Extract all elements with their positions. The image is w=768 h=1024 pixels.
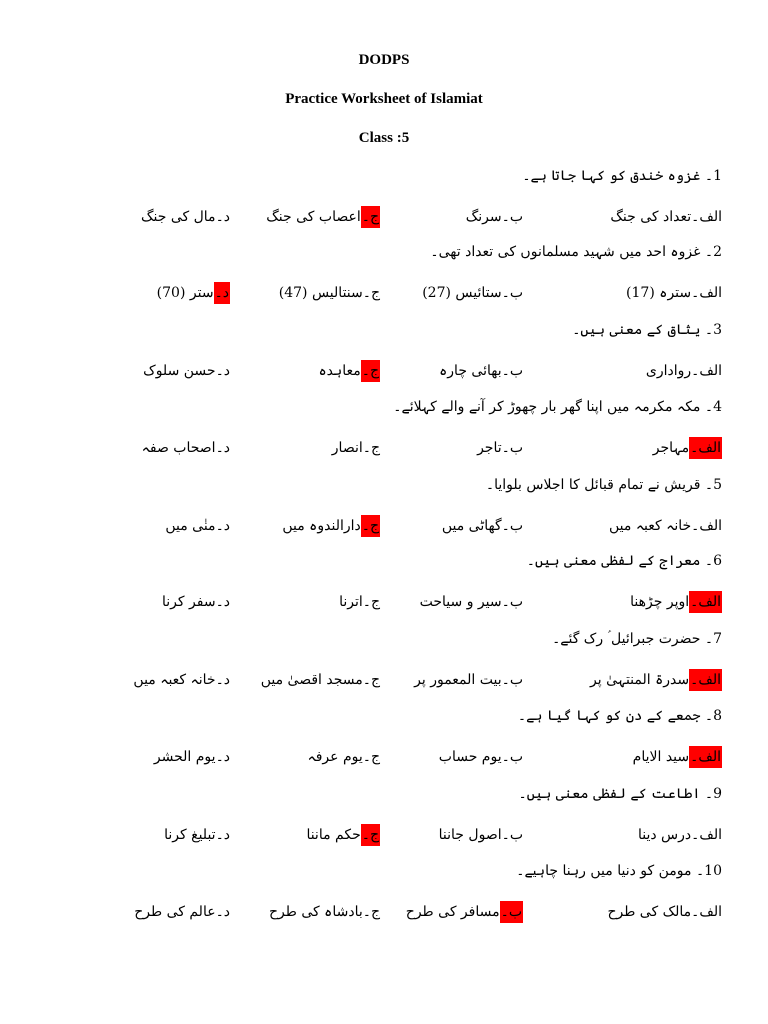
option-prefix: د۔: [215, 518, 230, 534]
question-1-text: 1۔ غزوہ خندق کو کہا جاتا ہے۔: [522, 168, 722, 184]
option-prefix: الف۔: [691, 285, 722, 301]
option-text: سفر کرنا: [162, 594, 216, 610]
option-bay: [439, 359, 523, 383]
option-bay: [477, 436, 523, 460]
option-alif: [646, 359, 722, 383]
option-text: مسجد اقصیٰ میں: [260, 672, 363, 688]
worksheet-title: Practice Worksheet of Islamiat: [285, 91, 483, 107]
option-text: اوپر چڑھنا: [630, 594, 690, 610]
option-prefix: ب۔: [501, 518, 523, 534]
option-alif: [626, 281, 722, 305]
option-jeem: [279, 281, 380, 305]
option-text: درس دینا: [637, 827, 692, 843]
option-text: اترنا: [339, 594, 363, 610]
option-jeem: [308, 745, 380, 769]
option-prefix: ج۔: [361, 360, 380, 382]
option-jeem: [282, 514, 380, 538]
option-daal: [157, 281, 230, 305]
option-daal: [142, 436, 230, 460]
option-text: مالک کی طرح: [607, 904, 692, 920]
question-4-options: [0, 436, 768, 460]
option-prefix: الف۔: [689, 437, 722, 459]
option-text: منٰی میں: [165, 518, 216, 534]
option-daal: [134, 900, 230, 924]
option-text: ستائیس (27): [422, 285, 502, 301]
option-text: خانہ کعبہ میں: [133, 672, 216, 688]
option-text: سترہ (17): [626, 285, 692, 301]
option-daal: [154, 745, 230, 769]
option-text: ستر (70): [156, 285, 214, 301]
option-alif: [638, 823, 722, 847]
option-text: سیر و سیاحت: [419, 594, 502, 610]
option-text: دارالندوہ میں: [282, 518, 361, 534]
option-prefix: الف۔: [691, 209, 722, 225]
option-daal: [133, 668, 230, 692]
option-daal: [143, 359, 230, 383]
question-7-text: 7۔ حضرت جبرائیل ؑ رک گئے۔: [552, 631, 722, 647]
option-text: بیت المعمور پر: [414, 672, 502, 688]
option-bay: [422, 281, 523, 305]
question-4-text: 4۔ مکہ مکرمہ میں اپنا گھر بار چھوڑ کر آنے والے کہلائے۔: [393, 399, 722, 415]
question-1-options: [0, 205, 768, 229]
option-prefix: د۔: [215, 827, 230, 843]
option-bay: [466, 205, 523, 229]
option-prefix: الف۔: [689, 746, 722, 768]
option-text: یوم عرفہ: [307, 749, 363, 765]
option-text: بھائی چارہ: [439, 363, 502, 379]
option-text: تبلیغ کرنا: [164, 827, 216, 843]
option-alif: [590, 668, 722, 692]
option-jeem: [261, 668, 380, 692]
question-10-text: 10۔ مومن کو دنیا میں رہنا چاہیے۔: [516, 863, 722, 879]
option-bay: [442, 514, 523, 538]
question-8-text: 8۔ جمعے کے دن کو کہا گیا ہے۔: [517, 708, 722, 724]
question-6-text: 6۔ معراج کے لفظی معنی ہیں۔: [526, 553, 722, 569]
option-text: بادشاہ کی طرح: [269, 904, 363, 920]
option-prefix: ج۔: [362, 285, 380, 301]
option-text: معاہدہ: [318, 363, 361, 379]
option-text: مسافر کی طرح: [405, 904, 500, 920]
option-prefix: الف۔: [691, 827, 722, 843]
option-prefix: ج۔: [361, 824, 380, 846]
option-prefix: ج۔: [361, 206, 380, 228]
option-text: مہاجر: [652, 440, 690, 456]
option-text: انصار: [331, 440, 363, 456]
question-2-options: [0, 281, 768, 305]
option-bay: [406, 900, 523, 924]
option-text: تعداد کی جنگ: [610, 209, 692, 225]
question-6-options: [0, 590, 768, 614]
option-text: گھاٹی میں: [441, 518, 502, 534]
question-3-text: 3۔ یثاق کے معنی ہیں۔: [572, 322, 722, 338]
question-7-options: [0, 668, 768, 692]
option-text: اعصاب کی جنگ: [266, 209, 361, 225]
option-text: حسن سلوک: [143, 363, 216, 379]
option-prefix: ب۔: [501, 209, 523, 225]
question-10-options: [0, 900, 768, 924]
option-prefix: د۔: [215, 440, 230, 456]
option-jeem: [269, 900, 380, 924]
option-alif: [609, 514, 722, 538]
option-alif: [610, 205, 722, 229]
option-prefix: ب۔: [501, 594, 523, 610]
option-text: مال کی جنگ: [140, 209, 216, 225]
option-prefix: د۔: [215, 904, 230, 920]
option-prefix: د۔: [215, 209, 230, 225]
option-bay: [439, 745, 523, 769]
option-prefix: ب۔: [501, 827, 523, 843]
option-prefix: د۔: [215, 363, 230, 379]
option-alif: [633, 745, 722, 769]
class-label: Class :5: [358, 130, 410, 146]
option-prefix: د۔: [215, 672, 230, 688]
option-alif: [630, 590, 722, 614]
option-text: اصحاب صفہ: [141, 440, 216, 456]
option-alif: [607, 900, 722, 924]
option-text: سنتالیس (47): [278, 285, 363, 301]
option-text: عالم کی طرح: [134, 904, 216, 920]
option-daal: [141, 205, 230, 229]
option-prefix: ج۔: [362, 749, 380, 765]
option-prefix: ب۔: [501, 285, 523, 301]
option-prefix: د۔: [215, 594, 230, 610]
option-text: تاجر: [477, 440, 502, 456]
option-prefix: ج۔: [362, 672, 380, 688]
option-prefix: الف۔: [689, 669, 722, 691]
option-prefix: د۔: [215, 749, 230, 765]
option-text: حکم ماننا: [306, 827, 361, 843]
question-3-options: [0, 359, 768, 383]
option-prefix: ج۔: [362, 440, 380, 456]
option-daal: [162, 590, 230, 614]
option-prefix: الف۔: [691, 518, 722, 534]
option-prefix: ب۔: [501, 440, 523, 456]
option-text: یوم حساب: [438, 749, 502, 765]
option-prefix: ج۔: [361, 515, 380, 537]
option-prefix: ب۔: [501, 749, 523, 765]
option-prefix: الف۔: [691, 904, 722, 920]
option-prefix: ج۔: [362, 904, 380, 920]
question-9-text: 9۔ اطاعت کے لفظی معنی ہیں۔: [518, 786, 722, 802]
option-prefix: د۔: [214, 282, 230, 304]
option-prefix: ب۔: [500, 901, 523, 923]
option-jeem: [306, 823, 380, 847]
option-text: سدرۃ المنتہیٰ پر: [590, 672, 690, 688]
option-text: خانہ کعبہ میں: [608, 518, 692, 534]
school-name: DODPS: [358, 52, 410, 68]
option-prefix: ب۔: [501, 363, 523, 379]
option-bay: [414, 668, 523, 692]
option-text: رواداری: [645, 363, 692, 379]
option-text: یوم الحشر: [153, 749, 216, 765]
question-8-options: [0, 745, 768, 769]
option-daal: [165, 514, 230, 538]
question-2-text: 2۔ غزوہ احد میں شہید مسلمانوں کی تعداد تھی۔: [430, 244, 722, 260]
option-prefix: الف۔: [691, 363, 722, 379]
option-text: سرنگ: [465, 209, 502, 225]
option-prefix: ب۔: [501, 672, 523, 688]
option-jeem: [332, 436, 380, 460]
question-9-options: [0, 823, 768, 847]
question-5-text: 5۔ قریش نے تمام قبائل کا اجلاس بلوایا۔: [485, 477, 722, 493]
option-daal: [164, 823, 230, 847]
option-bay: [420, 590, 523, 614]
question-5-options: [0, 514, 768, 538]
option-prefix: الف۔: [689, 591, 722, 613]
option-text: اصول جاننا: [438, 827, 502, 843]
option-prefix: ج۔: [362, 594, 380, 610]
option-bay: [439, 823, 523, 847]
option-jeem: [318, 359, 380, 383]
option-text: سید الایام: [632, 749, 690, 765]
option-alif: [653, 436, 722, 460]
option-jeem: [266, 205, 380, 229]
option-jeem: [339, 590, 380, 614]
